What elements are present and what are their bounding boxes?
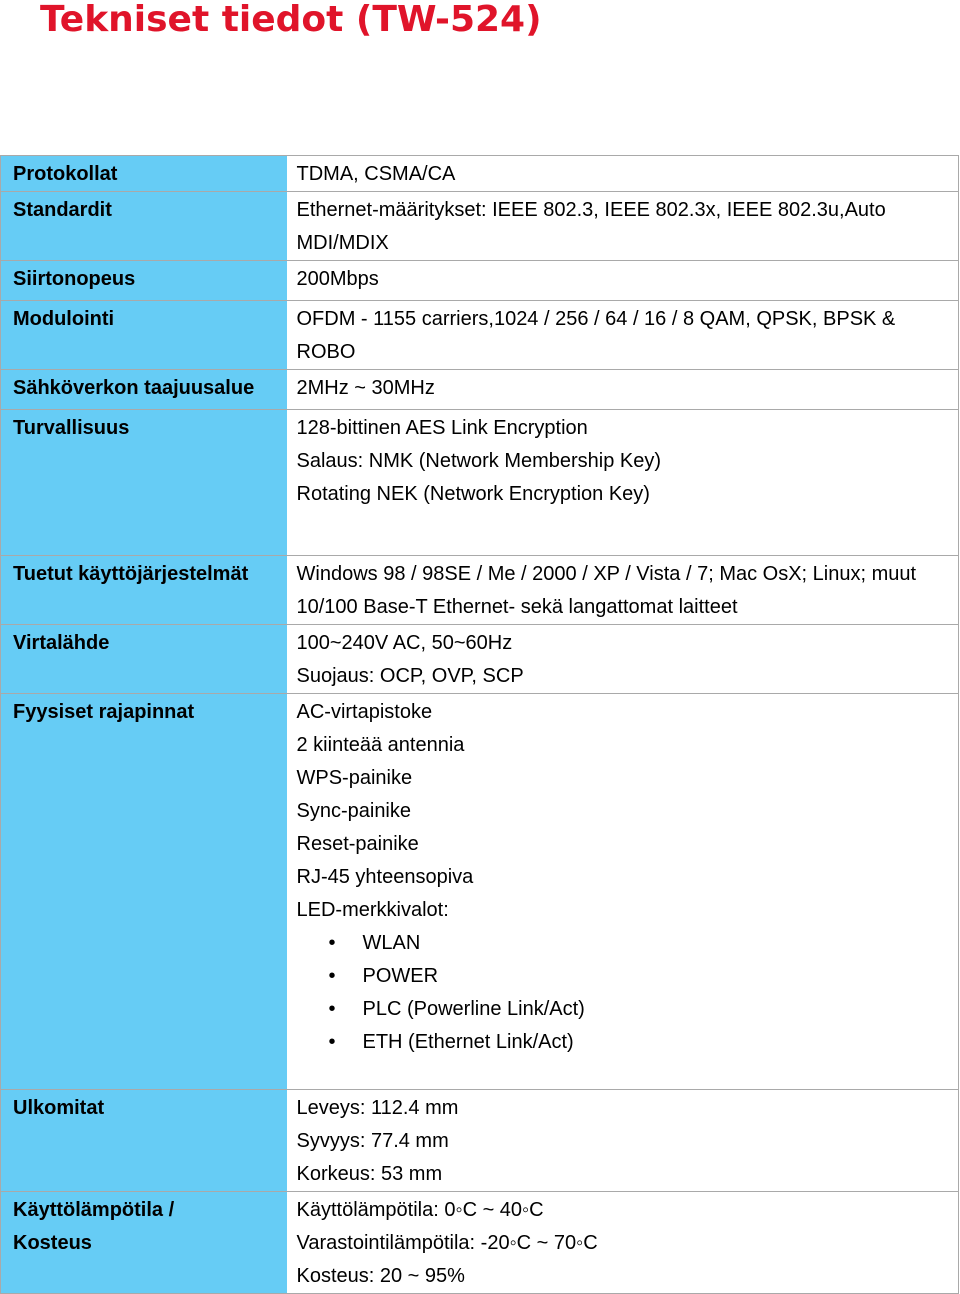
- page-title: Tekniset tiedot (TW-524): [40, 0, 542, 40]
- spec-label: Standardit: [1, 192, 287, 261]
- spec-value: 2MHz ~ 30MHz: [287, 370, 959, 410]
- led-name: POWER: [362, 965, 439, 987]
- spec-label: Siirtonopeus: [1, 261, 287, 301]
- spec-row-speed: [1, 261, 959, 301]
- led-list-item: [297, 1026, 951, 1059]
- spec-line: Suojaus: OCP, OVP, SCP: [296, 665, 524, 687]
- spec-row-os: [1, 556, 959, 625]
- spec-label: [1, 1192, 287, 1294]
- led-list-item: [297, 993, 951, 1026]
- spec-value: [287, 1192, 959, 1294]
- spec-label: Sähköverkon taajuusalue: [1, 370, 287, 410]
- spec-value: [287, 694, 959, 1090]
- spec-value: TDMA, CSMA/CA: [287, 156, 959, 192]
- spec-line: Sync-painike: [296, 800, 412, 822]
- spec-line: 2 kiinteää antennia: [296, 734, 465, 756]
- spec-row-protocols: [1, 156, 959, 192]
- spec-value: [287, 1090, 959, 1192]
- bullet-icon: •: [328, 998, 336, 1020]
- spec-line: Kosteus: 20 ~ 95%: [296, 1265, 465, 1287]
- spec-row-environment: [1, 1192, 959, 1294]
- led-name: PLC (Powerline Link/Act): [362, 998, 585, 1020]
- spec-value: Windows 98 / 98SE / Me / 2000 / XP / Vista / 7; Mac OsX; Linux; muut 10/100 Base-T Ethernet- sekä langattomat laitteet: [287, 556, 959, 625]
- spec-label: Virtalähde: [1, 625, 287, 694]
- bullet-icon: •: [328, 932, 336, 954]
- spec-line: 128-bittinen AES Link Encryption: [296, 417, 588, 439]
- spec-label: Ulkomitat: [1, 1090, 287, 1192]
- spec-line: Reset-painike: [296, 833, 419, 855]
- spec-row-frequency: [1, 370, 959, 410]
- spec-row-modulation: [1, 301, 959, 370]
- spec-label: Turvallisuus: [1, 410, 287, 556]
- spec-line: Leveys: 112.4 mm: [296, 1097, 459, 1119]
- spec-row-interfaces: [1, 694, 959, 1090]
- led-list-item: [297, 927, 951, 960]
- spec-table: [0, 155, 959, 1294]
- spec-line: Syvyys: 77.4 mm: [296, 1130, 449, 1152]
- spec-label-line: Kosteus: [13, 1232, 92, 1254]
- spec-line: Salaus: NMK (Network Membership Key): [296, 450, 662, 472]
- led-list: [297, 927, 951, 1059]
- spec-value: OFDM - 1155 carriers,1024 / 256 / 64 / 16 / 8 QAM, QPSK, BPSK & ROBO: [287, 301, 959, 370]
- spec-label: Fyysiset rajapinnat: [1, 694, 287, 1090]
- led-name: WLAN: [362, 932, 421, 954]
- spec-value: [287, 625, 959, 694]
- spec-value: [287, 410, 959, 556]
- spec-row-power: [1, 625, 959, 694]
- spec-row-security: [1, 410, 959, 556]
- spec-value: 200Mbps: [287, 261, 959, 301]
- spec-line: Käyttölämpötila: 0◦C ~ 40◦C: [296, 1199, 544, 1221]
- spec-line: Rotating NEK (Network Encryption Key): [296, 483, 650, 505]
- led-list-item: [297, 960, 951, 993]
- spec-line: 100~240V AC, 50~60Hz: [296, 632, 513, 654]
- spec-line: AC-virtapistoke: [296, 701, 433, 723]
- spec-row-dimensions: [1, 1090, 959, 1192]
- spec-label: Protokollat: [1, 156, 287, 192]
- led-name: ETH (Ethernet Link/Act): [362, 1031, 574, 1053]
- spec-row-standards: [1, 192, 959, 261]
- bullet-icon: •: [328, 965, 336, 987]
- bullet-icon: •: [328, 1031, 336, 1053]
- spec-label: Tuetut käyttöjärjestelmät: [1, 556, 287, 625]
- spec-line: RJ-45 yhteensopiva: [296, 866, 474, 888]
- spec-label-line: Käyttölämpötila /: [13, 1199, 175, 1221]
- spec-line: Varastointilämpötila: -20◦C ~ 70◦C: [296, 1232, 598, 1254]
- spec-value: Ethernet-määritykset: IEEE 802.3, IEEE 802.3x, IEEE 802.3u,Auto MDI/MDIX: [287, 192, 959, 261]
- spec-line: WPS-painike: [296, 767, 413, 789]
- spec-line: Korkeus: 53 mm: [296, 1163, 443, 1185]
- spec-label: Modulointi: [1, 301, 287, 370]
- spec-line: LED-merkkivalot:: [296, 899, 449, 921]
